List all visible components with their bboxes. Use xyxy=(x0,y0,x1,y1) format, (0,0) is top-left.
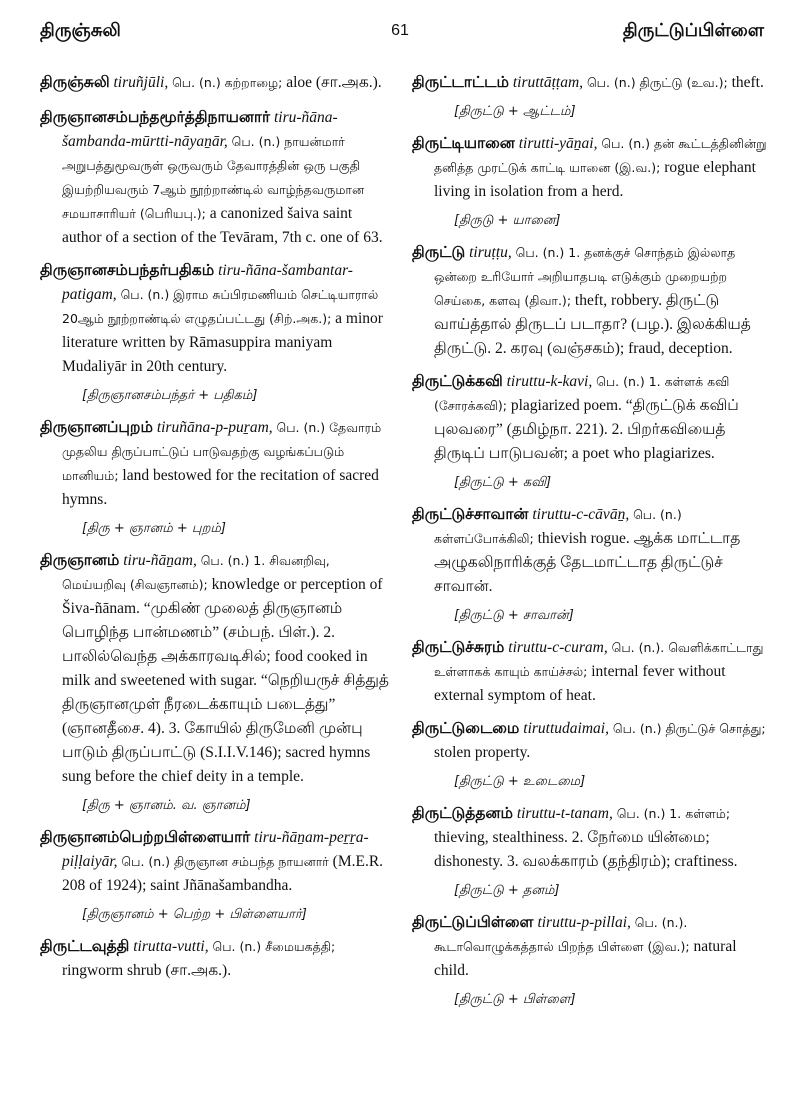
dictionary-entry xyxy=(412,502,770,627)
headword: திருஞ்சுலி xyxy=(40,73,110,91)
transliteration: tiruttudaimai, xyxy=(523,720,609,737)
definition-tamil: பெ. (n.) திருஞான சம்பந்த நாயனார் xyxy=(121,854,329,869)
definition-english: theft, robbery. திருட்டு வாய்த்தால் திருடப் படாதா? (பழ.). இலக்கியத் திருட்டு. 2. கரவு (வஞ்சகம்); fraud, deception. xyxy=(434,292,751,357)
headword: திருஞானம் xyxy=(40,551,120,569)
headword: திருட்டு xyxy=(412,243,466,261)
definition-tamil: பெ. (n.) நாயன்மார் அறுபத்துமூவருள் ஒருவரும் தேவாரத்தின் ஒரு பகுதி இயற்றியவரும் 7ஆம் நூற்றாண்டில் வாழ்ந்தவருமான சமயாசாரியர் (பெரியபு.); xyxy=(62,134,365,221)
entry-text xyxy=(40,934,390,983)
headword: திருட்டவுத்தி xyxy=(40,937,130,955)
headword: திருட்டுக்கவி xyxy=(412,372,503,390)
transliteration: tiru-ñāna-šambantar-patigam, xyxy=(62,262,353,303)
transliteration: tiru-ñāṉam, xyxy=(123,552,197,569)
entry-text xyxy=(40,415,390,512)
etymology: [திருட்டு + ஆட்டம்] xyxy=(454,104,576,119)
etymology: [திருட்டு + உடைமை] xyxy=(454,774,586,789)
definition-tamil: பெ. (n.) தன் கூட்டத்தினின்று தனித்த முரட்டுக் காட்டி யானை (இ.வ.); xyxy=(434,136,767,175)
entry-text xyxy=(40,105,390,250)
page-header xyxy=(0,0,800,62)
etymology: [திரு + ஞானம் + புறம்] xyxy=(82,521,226,536)
definition-tamil: பெ. (n.). வெளிக்காட்டாது உள்ளாகக் காயும் காய்ச்சல்; xyxy=(434,640,764,679)
etymology: [திருஞானம் + பெற்ற + பிள்ளையார்] xyxy=(82,907,307,922)
headword: திருட்டாட்டம் xyxy=(412,73,509,91)
etymology: [திருஞானசம்பந்தர் + பதிகம்] xyxy=(82,388,258,403)
dictionary-entry xyxy=(40,548,390,817)
dictionary-entry xyxy=(40,825,390,926)
page-number: 61 xyxy=(391,22,409,39)
etymology: [திருட்டு + பிள்ளை] xyxy=(454,992,576,1007)
dictionary-entry xyxy=(40,934,390,983)
dictionary-entry xyxy=(40,70,390,95)
definition-english: (M.E.R. 208 of 1924); saint Jñānašambandha. xyxy=(62,853,384,894)
definition-tamil: பெ. (n.) திருட்டு (உவ.); xyxy=(586,75,728,90)
entry-text xyxy=(412,131,770,204)
etymology: [திருட்டு + கவி] xyxy=(454,475,552,490)
headword: திருஞானசம்பந்தர்பதிகம் xyxy=(40,261,215,279)
transliteration: tirutti-yāṉai, xyxy=(518,135,598,152)
definition-tamil: பெ. (n.) கள்ளப்போக்கிலி; xyxy=(434,507,682,546)
definition-english: thieving, stealthiness. 2. நேர்மை யின்மை; dishonesty. 3. வலக்காரம் (தந்திரம்); craftiness. xyxy=(434,829,738,870)
definition-tamil: பெ. (n.) தேவாரம் முதலிய திருப்பாட்டுப் பாடுவதற்கு வழங்கப்படும் மானியம்; xyxy=(62,420,382,483)
left-column xyxy=(40,70,390,983)
definition-tamil: பெ. (n.) 1. கள்ளக் கவி (சோரக்கவி); xyxy=(434,374,730,413)
etymology: [திருட்டு + சாவான்] xyxy=(454,608,574,623)
transliteration: tiruttu-p-pillai, xyxy=(537,914,631,931)
entry-text xyxy=(412,635,770,708)
definition-tamil: பெ. (n.) 1. தனக்குச் சொந்தம் இல்லாத ஒன்றை உரியோர் அறியாதபடி எடுக்கும் முறையற்ற செய்கை, களவு (திவா.); xyxy=(434,245,736,308)
headword: திருஞானம்பெற்றபிள்ளையார் xyxy=(40,828,251,846)
entry-text xyxy=(40,825,390,898)
dictionary-entry xyxy=(412,635,770,708)
entry-text xyxy=(412,369,770,466)
definition-english: natural child. xyxy=(434,938,737,979)
etymology: [திரு + ஞானம். வ. ஞானம்] xyxy=(82,798,251,813)
running-head-left: திருஞ்சுலி xyxy=(40,20,121,41)
headword: திருட்டியானை xyxy=(412,134,515,152)
entry-text xyxy=(40,70,390,95)
definition-english: land bestowed for the recitation of sacred hymns. xyxy=(62,467,379,508)
transliteration: tiru-ñāna-šambanda-mūrtti-nāyaṉār, xyxy=(62,109,338,150)
definition-english: a canonized šaiva saint author of a section of the Tevāram, 7th c. one of 63. xyxy=(62,205,383,246)
definition-tamil: பெ. (n.) இராம சுப்பிரமணியம் செட்டியாரால் 20ஆம் நூற்றாண்டில் எழுதப்பட்டது (சிற்.அக.); xyxy=(62,287,379,326)
dictionary-entry xyxy=(412,716,770,793)
transliteration: tiruttu-t-tanam, xyxy=(516,805,613,822)
transliteration: tiruttāṭṭam, xyxy=(512,74,584,91)
transliteration: tiruṭṭu, xyxy=(469,244,512,261)
etymology: [திருடு + யானை] xyxy=(454,213,561,228)
transliteration: tiru-ñāṉam-peṟṟa-piḷḷaiyār, xyxy=(62,829,369,870)
headword: திருட்டுடைமை xyxy=(412,719,520,737)
dictionary-entry xyxy=(412,801,770,902)
definition-tamil: பெ. (n.) திருட்டுச் சொத்து; xyxy=(612,721,766,736)
transliteration: tiruttu-k-kavi, xyxy=(506,373,593,390)
transliteration: tiruttu-c-curam, xyxy=(508,639,608,656)
definition-english: thievish rogue. ஆக்க மாட்டாத அழுகலிநாரிக்குத் தேடமாட்டாத திருட்டுச் சாவான். xyxy=(434,530,741,595)
transliteration: tiruñāna-p-puṟam, xyxy=(156,419,273,436)
entry-text xyxy=(412,240,770,361)
headword: திருஞானசம்பந்தமூர்த்திநாயனார் xyxy=(40,108,271,126)
dictionary-entry xyxy=(40,258,390,407)
definition-tamil: பெ. (n.) 1. சிவனறிவு, மெய்யறிவு (சிவஞானம்); xyxy=(62,553,330,592)
definition-english: aloe (சா.அக.). xyxy=(286,74,382,91)
right-column xyxy=(412,70,770,1011)
definition-tamil: பெ. (n.) சீமையகத்தி; xyxy=(212,939,336,954)
dictionary-entry xyxy=(412,369,770,494)
entry-text xyxy=(40,548,390,789)
definition-english: theft. xyxy=(731,74,764,91)
entry-text xyxy=(412,716,770,765)
definition-english: ringworm shrub (சா.அக.). xyxy=(62,962,232,979)
dictionary-entry xyxy=(40,105,390,250)
dictionary-entry xyxy=(412,131,770,232)
dictionary-entry xyxy=(412,70,770,123)
entry-text xyxy=(412,502,770,599)
headword: திருஞானப்புறம் xyxy=(40,418,153,436)
definition-tamil: பெ. (n.) 1. கள்ளம்; xyxy=(616,806,731,821)
definition-english: knowledge or perception of Šiva-ñānam. “முகிண் முலைத் திருஞானம் பொழிந்த பான்மணம்” (சம்பந். பிள்.). 2. பாலில்வெந்த அக்காரவடிசில்; food cooked in milk and sweetened with sugar. “நெறியருச் சித்துத் திருஞானமுள் நீரடைக்காயும் படைத்து” (ஞானதீசை. 4). 3. கோயில் திருமேனி முன்பு பாடும் திருப்பாட்டு (S.I.I.V.146); sacred hymns sung before the chief deity in a temple. xyxy=(62,576,389,785)
entry-text xyxy=(412,910,770,983)
headword: திருட்டுத்தனம் xyxy=(412,804,513,822)
dictionary-entry xyxy=(412,910,770,1011)
headword: திருட்டுப்பிள்ளை xyxy=(412,913,534,931)
entry-text xyxy=(40,258,390,379)
transliteration: tiruttu-c-cāvāṉ, xyxy=(532,506,630,523)
dictionary-entry xyxy=(412,240,770,361)
headword: திருட்டுச்சாவான் xyxy=(412,505,529,523)
transliteration: tiruñjūli, xyxy=(113,74,169,91)
running-head-right: திருட்டுப்பிள்ளை xyxy=(622,20,764,41)
definition-english: rogue elephant living in isolation from a herd. xyxy=(434,159,756,200)
entry-text xyxy=(412,801,770,874)
definition-english: plagiarized poem. “திருட்டுக் கவிப் புலவரை” (தமிழ்நா. 221). 2. பிறர்கவியைத் திருடிப் பாடுபவன்; a poet who plagiarizes. xyxy=(434,397,739,462)
definition-english: a minor literature written by Rāmasuppira maniyam Mudaliyār in 20th century. xyxy=(62,310,383,375)
definition-english: internal fever without external symptom of heat. xyxy=(434,663,726,704)
definition-tamil: பெ. (n.) கற்றாழை; xyxy=(172,75,283,90)
headword: திருட்டுச்சுரம் xyxy=(412,638,505,656)
definition-tamil: பெ. (n.). கூடாவொழுக்கத்தால் பிறந்த பிள்ளை (இவ.); xyxy=(434,915,690,954)
entry-text xyxy=(412,70,770,95)
dictionary-entry xyxy=(40,415,390,540)
transliteration: tirutta-vutti, xyxy=(133,938,209,955)
definition-english: stolen property. xyxy=(434,744,531,761)
etymology: [திருட்டு + தனம்] xyxy=(454,883,560,898)
